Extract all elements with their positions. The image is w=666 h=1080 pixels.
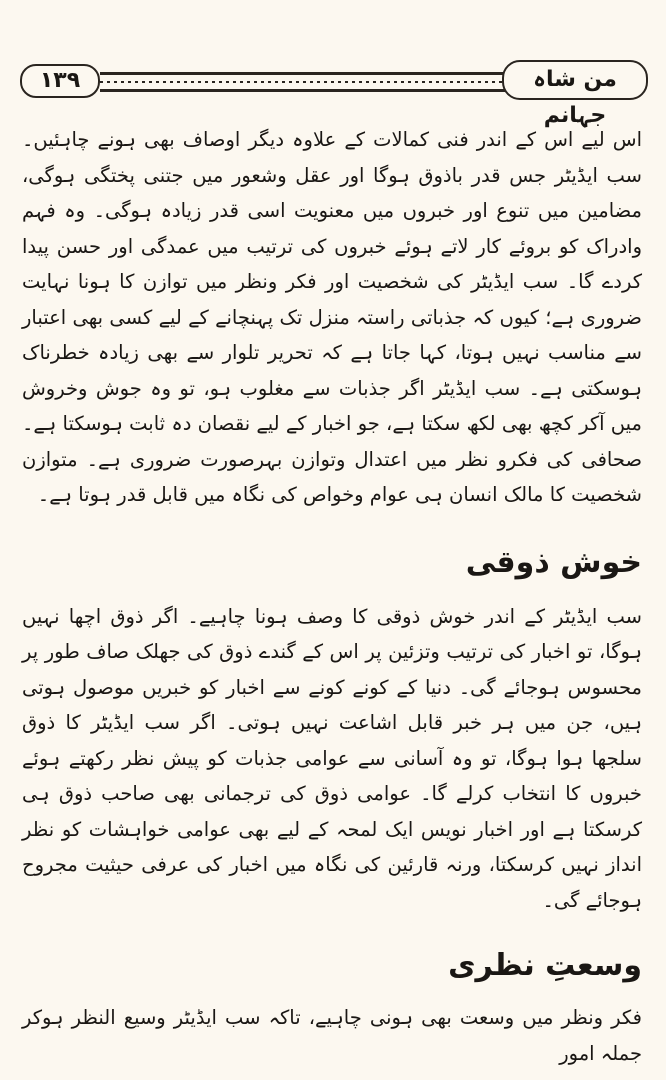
page-body [22,122,642,1071]
section-heading-taste: خوش ذوقی [465,544,642,580]
page-number: ۱۳۹ [20,64,100,98]
intro-paragraph: اس لیے اس کے اندر فنی کمالات کے علاوہ دیگر اوصاف بھی ہونے چاہئیں۔ سب ایڈیٹر جس قدر باذوق ہوگا اور عقل وشعور میں جتنی پختگی ہوگی، مضامین میں تنوع اور خبروں میں معنویت اسی قدر زیادہ ہوگی۔ وہ فہم وادراک کو بروئے کار لاتے ہوئے خبروں کی ترتیب میں عمدگی اور حسن پیدا کردے گا۔ سب ایڈیٹر کی شخصیت اور فکر ونظر میں توازن کا ہونا نہایت ضروری ہے؛ کیوں کہ جذباتی راستہ منزل تک پہنچانے کے لیے کسی بھی اعتبار سے مناسب نہیں ہوتا، کہا جاتا ہے کہ تحریر تلوار سے بھی زیادہ خطرناک ہوسکتی ہے۔ سب ایڈیٹر اگر جذبات سے مغلوب ہو، تو وہ جوش وخروش میں آکر کچھ بھی لکھ سکتا ہے، جو اخبار کے لیے نقصان دہ ثابت ہوسکتا ہے۔ صحافی کی فکرو نظر میں اعتدال وتوازن بہرصورت ضروری ہے۔ متوازن شخصیت کا مالک انسان ہی عوام وخواص کی نگاہ میں قابل قدر ہوتا ہے۔ [22,128,642,506]
vision-paragraph: فکر ونظر میں وسعت بھی ہونی چاہیے، تاکہ سب ایڈیٹر وسیع النظر ہوکر جملہ امور [22,1006,642,1065]
section-heading-vision: وسعتِ نظری [448,948,642,983]
running-title: من شاہ جہانم [502,60,648,100]
header-rule [100,72,510,92]
page-header [14,58,652,128]
taste-paragraph: سب ایڈیٹر کے اندر خوش ذوقی کا وصف ہونا چاہیے۔ اگر ذوق اچھا نہیں ہوگا، تو اخبار کی ترتیب وتزئین پر اس کے گندے ذوق کی جھلک صاف طور پر محسوس ہوجائے گی۔ دنیا کے کونے کونے سے اخبار کو خبریں موصول ہوتی ہیں، جن میں ہر خبر قابل اشاعت نہیں ہوتی۔ اگر سب ایڈیٹر کا ذوق سلجھا ہوا ہوگا، تو وہ آسانی سے عوامی جذبات کو پیش نظر رکھتے ہوئے خبروں کا انتخاب کرلے گا۔ عوامی ذوق کی ترجمانی بھی صاحب ذوق ہی کرسکتا ہے اور اخبار نویس ایک لمحہ کے لیے بھی عوامی خواہشات کو نظر انداز نہیں کرسکتا، ورنہ قارئین کی نگاہ میں اخبار کی عرفی حیثیت مجروح ہوجائے گی۔ [22,604,642,912]
